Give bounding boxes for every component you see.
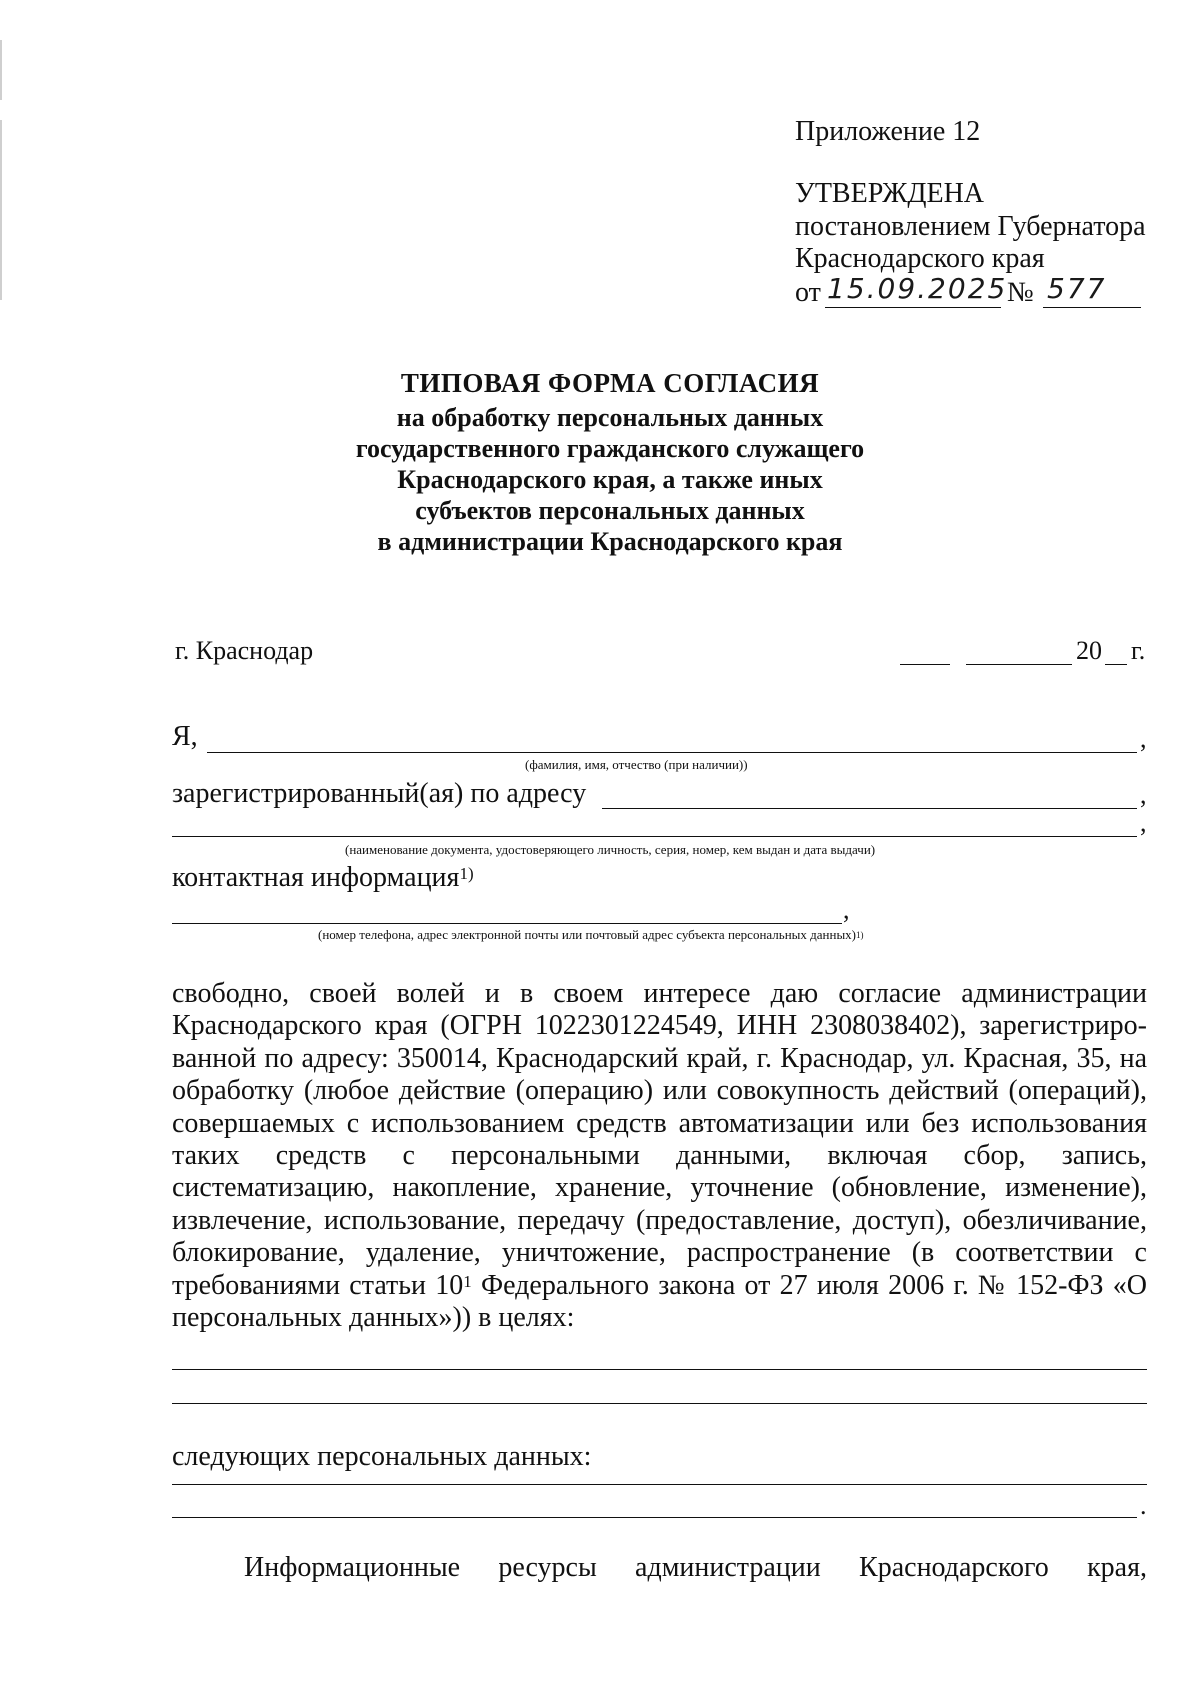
date-field — [900, 634, 1148, 668]
registered-label: зарегистрированный(ая) по адресу — [172, 778, 587, 809]
title-line: на обработку персональных данных — [396, 403, 824, 432]
personal-data-blank-1[interactable] — [172, 1484, 1147, 1485]
approval-number: 577 — [1047, 272, 1107, 305]
comma: , — [1140, 780, 1147, 809]
number-underline — [1043, 307, 1141, 308]
year-suffix: г. — [1131, 636, 1146, 665]
place-label: г. Краснодар — [175, 636, 314, 665]
from-label: от — [795, 277, 821, 308]
personal-data-blank-2[interactable] — [172, 1517, 1137, 1518]
appendix-label: Приложение 12 — [795, 116, 981, 147]
contact-blank[interactable] — [172, 923, 842, 924]
word: Краснодарского — [859, 1552, 1049, 1583]
month-blank[interactable] — [966, 664, 1072, 665]
title-main: ТИПОВАЯ ФОРМА СОГЛАСИЯ — [400, 368, 820, 398]
contact-footnote-mark: 1) — [459, 864, 474, 883]
approved-heading: УТВЕРЖДЕНА — [795, 178, 985, 209]
year-prefix: 20 — [1076, 636, 1102, 665]
word: администрации — [635, 1552, 821, 1583]
contact-caption-footnote-mark: 1) — [856, 930, 864, 940]
scan-edge-mark — [0, 40, 2, 100]
fio-caption: (фамилия, имя, отчество (при наличии)) — [525, 757, 748, 772]
document-title — [300, 368, 920, 557]
fio-blank[interactable] — [207, 752, 1137, 753]
article-superscript: 1 — [463, 1271, 472, 1291]
number-label: № — [1007, 277, 1034, 308]
contact-caption-row — [318, 927, 864, 943]
approval-date-number-row — [795, 272, 1145, 310]
purpose-blank-2[interactable] — [172, 1403, 1147, 1404]
comma: , — [1140, 808, 1147, 837]
word: края, — [1087, 1552, 1147, 1583]
contact-caption: (номер телефона, адрес электронной почты или почтовый адрес субъекта персональных данных) — [318, 927, 857, 942]
word: Информационные — [244, 1552, 461, 1583]
approval-date: 15.09.2025 — [827, 272, 1008, 305]
comma: , — [1140, 724, 1147, 753]
word: ресурсы — [498, 1552, 597, 1583]
document-caption: (наименование документа, удостоверяющего личность, серия, номер, кем выдан и дата выдачи) — [345, 842, 876, 857]
comma: , — [843, 895, 850, 924]
following-data-label: следующих персональных данных: — [172, 1441, 592, 1472]
purpose-blank-1[interactable] — [172, 1369, 1147, 1370]
contact-label: контактная информация — [172, 862, 460, 893]
approved-region-line: Краснодарского края — [795, 243, 1045, 274]
scan-edge-mark — [0, 120, 2, 300]
identity-document-blank[interactable] — [172, 836, 1137, 837]
consent-paragraph — [172, 978, 1147, 1334]
title-line: в администрации Краснодарского края — [377, 527, 843, 556]
title-line: государственного гражданского служащего — [355, 434, 865, 463]
title-line: субъектов персональных данных — [415, 496, 805, 525]
address-blank[interactable] — [602, 808, 1137, 809]
i-label: Я, — [172, 721, 198, 752]
consent-text-part2: Федерального закона от 27 июля 2006 г. № 152-ФЗ «О персональных данных»)) в целях: — [172, 1269, 1148, 1334]
date-underline — [825, 307, 1001, 308]
contact-label-row — [172, 861, 474, 895]
period: . — [1140, 1491, 1147, 1520]
info-resources-line — [172, 1551, 1147, 1585]
title-line: Краснодарского края, а также иных — [397, 465, 823, 494]
year-blank[interactable] — [1105, 664, 1127, 665]
approved-by-line: постановлением Губернатора — [795, 211, 1146, 242]
consent-text-part1: свободно, своей волей и в своем интересе даю согласие администрации Краснодарского края (ОГРН 1022301224549, ИНН 2308038402), зарегистриро-ванной по адресу: 350014, Краснодарский край, г. Краснодар, ул. Красная, 35, на обработку (любое действие (операцию) или совокупность действий (операций), совершаемых с использованием средств автоматизации или без использования таких средств с персональными данными, включая сбор, запись, систематизацию, накопление, хранение, уточнение (обновление, изменение), извлечение, использование, передачу (предоставление, доступ), обезличивание, блокирование, удаление, уничтожение, распространение (в соответствии с требованиями статьи 10 — [172, 978, 1147, 1301]
day-blank[interactable] — [900, 664, 950, 665]
